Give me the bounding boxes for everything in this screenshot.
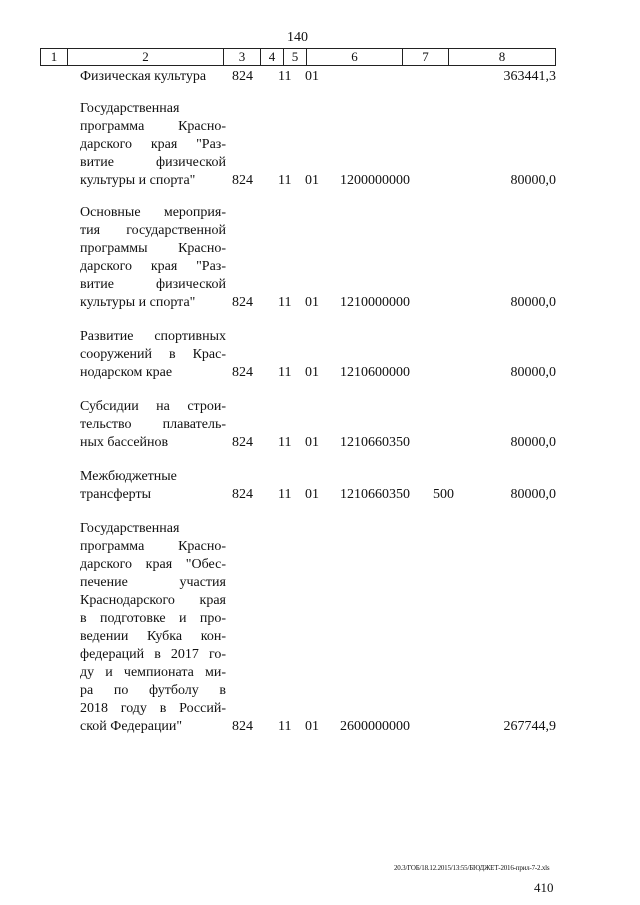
description-line: печение участия bbox=[80, 575, 226, 590]
amount: 80000,0 bbox=[510, 435, 556, 450]
target-article-code: 2600000000 bbox=[340, 719, 410, 734]
description-line: трансферты bbox=[80, 487, 152, 502]
column-header-3: 3 bbox=[224, 49, 261, 66]
description-line: программа Красно- bbox=[80, 119, 226, 134]
description-line: ду и чемпионата ми- bbox=[80, 665, 226, 680]
subsection-code: 01 bbox=[305, 365, 319, 380]
subsection-code: 01 bbox=[305, 435, 319, 450]
section-code: 11 bbox=[278, 69, 292, 84]
section-code: 11 bbox=[278, 173, 292, 188]
amount: 363441,3 bbox=[503, 69, 556, 84]
description-line: Краснодарского края bbox=[80, 593, 226, 608]
description-line: ведении Кубка кон- bbox=[80, 629, 226, 644]
column-header-7: 7 bbox=[403, 49, 449, 66]
amount: 80000,0 bbox=[510, 173, 556, 188]
target-article-code: 1210000000 bbox=[340, 295, 410, 310]
description-line: Государственная bbox=[80, 101, 180, 116]
description-line: нодарском крае bbox=[80, 365, 173, 380]
table-row bbox=[0, 398, 640, 452]
subsection-code: 01 bbox=[305, 295, 319, 310]
description-line: дарского края "Обес- bbox=[80, 557, 226, 572]
sheet-number: 410 bbox=[534, 880, 554, 895]
section-code: 11 bbox=[278, 719, 292, 734]
target-article-code: 1210600000 bbox=[340, 365, 410, 380]
column-header-8: 8 bbox=[449, 49, 556, 66]
section-code: 11 bbox=[278, 487, 292, 502]
row-description bbox=[80, 468, 226, 504]
description-line: федераций в 2017 го- bbox=[80, 647, 226, 662]
description-line: программы Красно- bbox=[80, 241, 226, 256]
table-row bbox=[0, 204, 640, 312]
description-line: культуры и спорта" bbox=[80, 173, 196, 188]
table-row bbox=[0, 468, 640, 504]
description-line: ных бассейнов bbox=[80, 435, 169, 450]
expense-type-code: 500 bbox=[433, 487, 454, 502]
row-description bbox=[80, 100, 226, 190]
ministry-code: 824 bbox=[232, 719, 253, 734]
row-description bbox=[80, 328, 226, 382]
description-line: Государственная bbox=[80, 521, 180, 536]
page-number: 140 bbox=[287, 30, 308, 45]
description-line: Развитие спортивных bbox=[80, 329, 226, 344]
target-article-code: 1210660350 bbox=[340, 487, 410, 502]
description-line: витие физической bbox=[80, 155, 226, 170]
description-line: Субсидии на строи- bbox=[80, 399, 226, 414]
subsection-code: 01 bbox=[305, 719, 319, 734]
row-description bbox=[80, 68, 226, 86]
section-code: 11 bbox=[278, 435, 292, 450]
description-line: дарского края "Раз- bbox=[80, 259, 226, 274]
description-line: ра по футболу в bbox=[80, 683, 226, 698]
row-description bbox=[80, 520, 226, 736]
description-line: Физическая культура bbox=[80, 69, 207, 84]
ministry-code: 824 bbox=[232, 69, 253, 84]
table-row bbox=[0, 328, 640, 382]
amount: 80000,0 bbox=[510, 365, 556, 380]
column-header-5: 5 bbox=[284, 49, 307, 66]
ministry-code: 824 bbox=[232, 173, 253, 188]
subsection-code: 01 bbox=[305, 173, 319, 188]
column-header-4: 4 bbox=[261, 49, 284, 66]
table-row bbox=[0, 100, 640, 190]
column-header-2: 2 bbox=[68, 49, 224, 66]
subsection-code: 01 bbox=[305, 487, 319, 502]
description-line: Межбюджетные bbox=[80, 469, 177, 484]
amount: 80000,0 bbox=[510, 295, 556, 310]
column-header-1: 1 bbox=[41, 49, 68, 66]
description-line: программа Красно- bbox=[80, 539, 226, 554]
ministry-code: 824 bbox=[232, 487, 253, 502]
description-line: сооружений в Крас- bbox=[80, 347, 226, 362]
description-line: дарского края "Раз- bbox=[80, 137, 226, 152]
description-line: тия государственной bbox=[80, 223, 226, 238]
amount: 267744,9 bbox=[503, 719, 556, 734]
section-code: 11 bbox=[278, 365, 292, 380]
ministry-code: 824 bbox=[232, 295, 253, 310]
ministry-code: 824 bbox=[232, 435, 253, 450]
table-row bbox=[0, 520, 640, 736]
column-header-6: 6 bbox=[307, 49, 403, 66]
target-article-code: 1210660350 bbox=[340, 435, 410, 450]
table-row bbox=[0, 68, 640, 86]
description-line: 2018 году в Россий- bbox=[80, 701, 226, 716]
row-description bbox=[80, 398, 226, 452]
ministry-code: 824 bbox=[232, 365, 253, 380]
description-line: в подготовке и про- bbox=[80, 611, 226, 626]
description-line: культуры и спорта" bbox=[80, 295, 196, 310]
description-line: тельство плаватель- bbox=[80, 417, 226, 432]
subsection-code: 01 bbox=[305, 69, 319, 84]
description-line: Основные мероприя- bbox=[80, 205, 226, 220]
section-code: 11 bbox=[278, 295, 292, 310]
description-line: ской Федерации" bbox=[80, 719, 183, 734]
document-footer-stamp: 20.3/ГОБ/18.12.2015/13:55/БЮДЖЕТ-2016-прил-7-2.xls bbox=[394, 864, 550, 872]
description-line: витие физической bbox=[80, 277, 226, 292]
target-article-code: 1200000000 bbox=[340, 173, 410, 188]
row-description bbox=[80, 204, 226, 312]
amount: 80000,0 bbox=[510, 487, 556, 502]
